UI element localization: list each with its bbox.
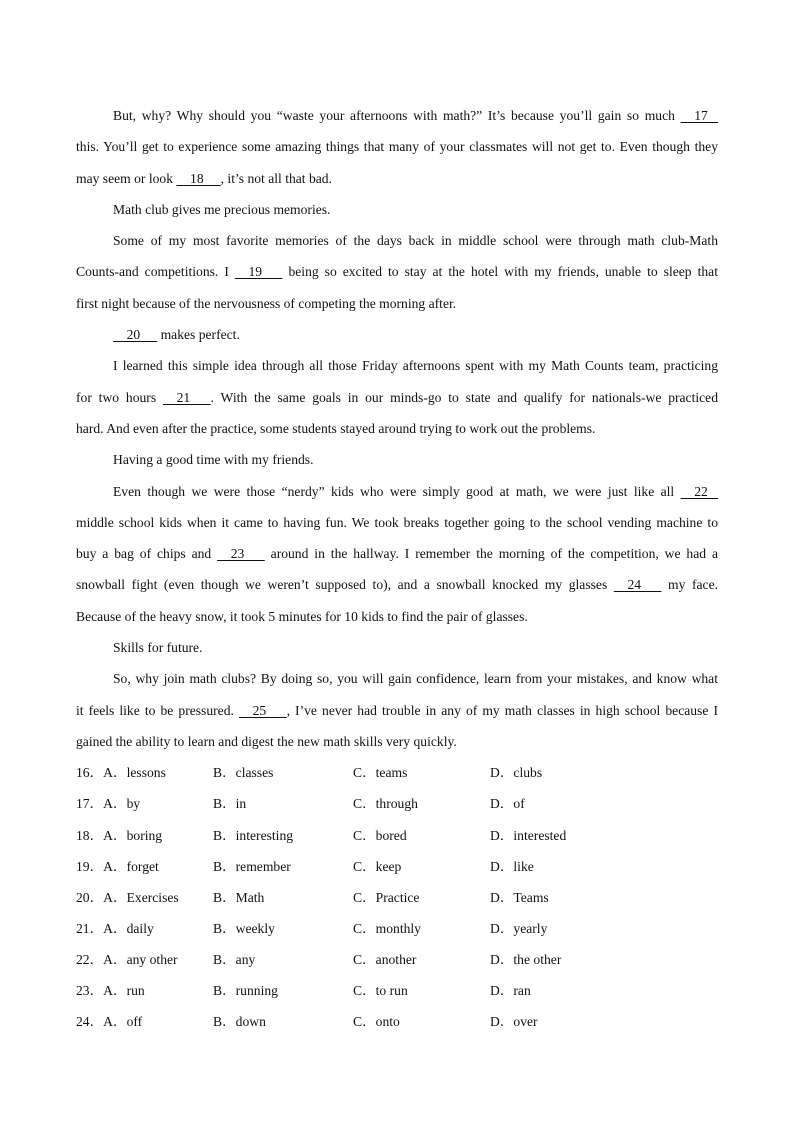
question-row [76,944,718,975]
blank-17: 17 [680,108,719,123]
blank-25: 25 [239,702,287,718]
option-a[interactable]: 16．A．lessons [76,765,166,781]
passage-line: snowball fight (even though we weren’t supposed to), and a snowball knocked my glasses 24 my face. [76,569,718,600]
question-row [76,882,718,913]
question-row [76,975,718,1006]
question-row [76,820,718,851]
passage-line: Because of the heavy snow, it took 5 minutes for 10 kids to find the pair of glasses. [76,608,528,624]
option-b[interactable]: B．any [213,952,256,968]
passage [76,100,718,1038]
option-b[interactable]: B．running [213,983,278,999]
question-row [76,788,718,819]
option-c[interactable]: C．through [353,796,418,812]
option-d[interactable]: D．over [490,1014,538,1030]
option-c[interactable]: C．teams [353,765,408,781]
blank-19: 19 [234,264,283,280]
question-row [76,851,718,882]
option-c[interactable]: C．another [353,952,417,968]
passage-line: first night because of the nervousness of competing the morning after. [76,295,457,311]
passage-line: But, why? Why should you “waste your afternoons with math?” It’s because you’ll gain so much 17 [76,100,718,131]
option-d[interactable]: D．clubs [490,765,543,781]
option-c[interactable]: C．keep [353,858,402,874]
passage-line: it feels like to be pressured. 25 , I’ve never had trouble in any of my math classes in high school because I [76,695,718,726]
section-heading: Having a good time with my friends. [113,452,314,468]
blank-21: 21 [162,389,211,405]
option-a[interactable]: 22．A．any other [76,952,178,968]
blank-23: 23 [217,546,265,562]
blank-24: 24 [613,577,662,593]
passage-line: middle school kids when it came to having fun. We took breaks together going to the school vending machine to [76,514,718,530]
option-a[interactable]: 18．A．boring [76,827,163,843]
option-a[interactable]: 17．A．by [76,796,141,812]
option-d[interactable]: D．like [490,858,534,874]
question-row [76,1006,718,1037]
option-a[interactable]: 23．A．run [76,983,145,999]
option-b[interactable]: B．in [213,796,247,812]
question-row [76,913,718,944]
passage-line: Counts-and competitions. I 19 being so excited to stay at the hotel with my friends, unable to sleep that [76,256,718,287]
blank-18: 18 [176,170,221,186]
option-a[interactable]: 19．A．forget [76,858,159,874]
passage-line: for two hours 21 . With the same goals in our minds-go to state and qualify for nationals-we practiced [76,382,718,413]
option-b[interactable]: B．down [213,1014,266,1030]
passage-line: buy a bag of chips and 23 around in the hallway. I remember the morning of the competition, we had a [76,538,718,569]
option-d[interactable]: D．the other [490,952,562,968]
option-d[interactable]: D．interested [490,827,567,843]
passage-line: Some of my most favorite memories of the days back in middle school were through math club-Math [113,233,718,249]
passage-line: this. You’ll get to experience some amazing things that many of your classmates will not get to. Even though they [76,139,718,155]
passage-line: I learned this simple idea through all those Friday afternoons spent with my Math Counts team, practicing [113,358,718,374]
option-c[interactable]: C．to run [353,983,408,999]
option-d[interactable]: D．ran [490,983,531,999]
question-row [76,757,718,788]
option-b[interactable]: B．classes [213,765,274,781]
option-a[interactable]: 24．A．off [76,1014,143,1030]
section-heading: Skills for future. [113,640,203,656]
section-heading: 20 makes perfect. [76,319,718,350]
option-c[interactable]: C．bored [353,827,407,843]
passage-line: may seem or look 18 , it’s not all that bad. [76,163,718,194]
option-c[interactable]: C．onto [353,1014,400,1030]
section-heading: Math club gives me precious memories. [113,201,331,217]
blank-20: 20 [113,327,158,343]
option-b[interactable]: B．weekly [213,920,275,936]
passage-line: So, why join math clubs? By doing so, you will gain confidence, learn from your mistakes, and know what [113,671,718,687]
passage-line: gained the ability to learn and digest the new math skills very quickly. [76,733,457,749]
option-d[interactable]: D．Teams [490,889,549,905]
option-b[interactable]: B．Math [213,889,265,905]
passage-line: Even though we were those “nerdy” kids who were simply good at math, we were just like all 22 [76,476,718,507]
option-b[interactable]: B．interesting [213,827,294,843]
answer-options [76,757,718,1037]
option-c[interactable]: C．monthly [353,920,421,936]
blank-22: 22 [680,483,718,499]
option-a[interactable]: 20．A．Exercises [76,889,179,905]
option-d[interactable]: D．yearly [490,920,548,936]
option-c[interactable]: C．Practice [353,889,420,905]
option-b[interactable]: B．remember [213,858,291,874]
passage-line: hard. And even after the practice, some students stayed around trying to work out the problems. [76,420,596,436]
option-d[interactable]: D．of [490,796,525,812]
option-a[interactable]: 21．A．daily [76,920,154,936]
